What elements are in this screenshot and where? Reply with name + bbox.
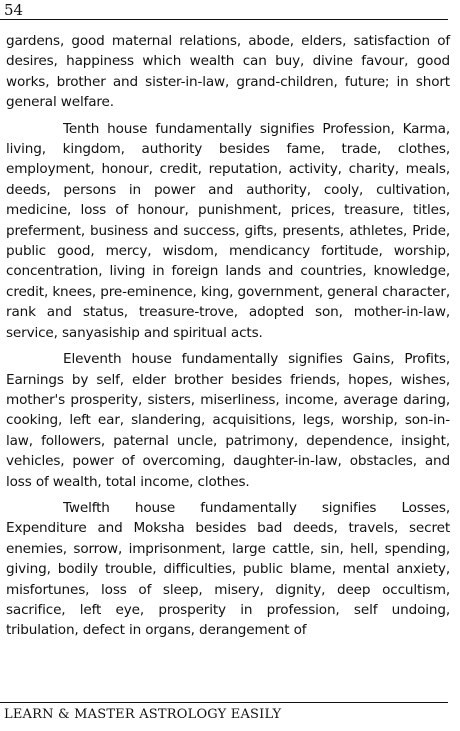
paragraph-twelfth-house: Twelfth house fundamentally signifies Losses, Expenditure and Moksha besides bad deeds, travels, secret enemies, sorrow, imprisonment, large cattle, sin, hell, spending, giving, bodily trouble, difficulties, public blame, mental anxiety, misfortunes, loss of sleep, misery, dignity, deep occultism, sacrifice, left eye, prosperity in profession, self undoing, tribulation, defect in organs, derangement of xyxy=(6,499,450,639)
paragraph-tenth-house: Tenth house fundamentally signifies Profession, Karma, living, kingdom, authority besides fame, trade, clothes, employment, honour, credit, reputation, activity, charity, meals, deeds, persons in power and authority, cooly, cultivation, medicine, loss of honour, punishment, prices, treasure, titles, preferment, business and success, gifts, presents, athletes, Pride, public good, mercy, wisdom, mendicancy fortitude, worship, concentration, living in foreign lands and countries, knowledge, credit, knees, pre-eminence, king, government, general character, rank and status, treasure-trove, adopted son, mother-in-law, service, sanyasiship and spiritual acts. xyxy=(6,120,450,341)
footer-rule xyxy=(0,702,448,703)
paragraph-continuation: gardens, good maternal relations, abode, elders, satisfaction of desires, happiness which wealth can buy, divine favour, good works, brother and sister-in-law, grand-children, future; in short general welfare. xyxy=(6,33,450,111)
running-footer-title: LEARN & MASTER ASTROLOGY EASILY xyxy=(4,707,282,722)
page-body xyxy=(6,31,450,647)
header-rule xyxy=(0,19,448,20)
page-number: 54 xyxy=(4,1,24,19)
paragraph-eleventh-house: Eleventh house fundamentally signifies Gains, Profits, Earnings by self, elder brother besides friends, hopes, wishes, mother's prosperity, sisters, miserliness, income, average daring, cooking, left ear, slandering, acquisitions, legs, worship, son-in-law, followers, paternal uncle, patrimony, dependence, insight, vehicles, power of overcoming, daughter-in-law, obstacles, and loss of wealth, total income, clothes. xyxy=(6,351,450,490)
